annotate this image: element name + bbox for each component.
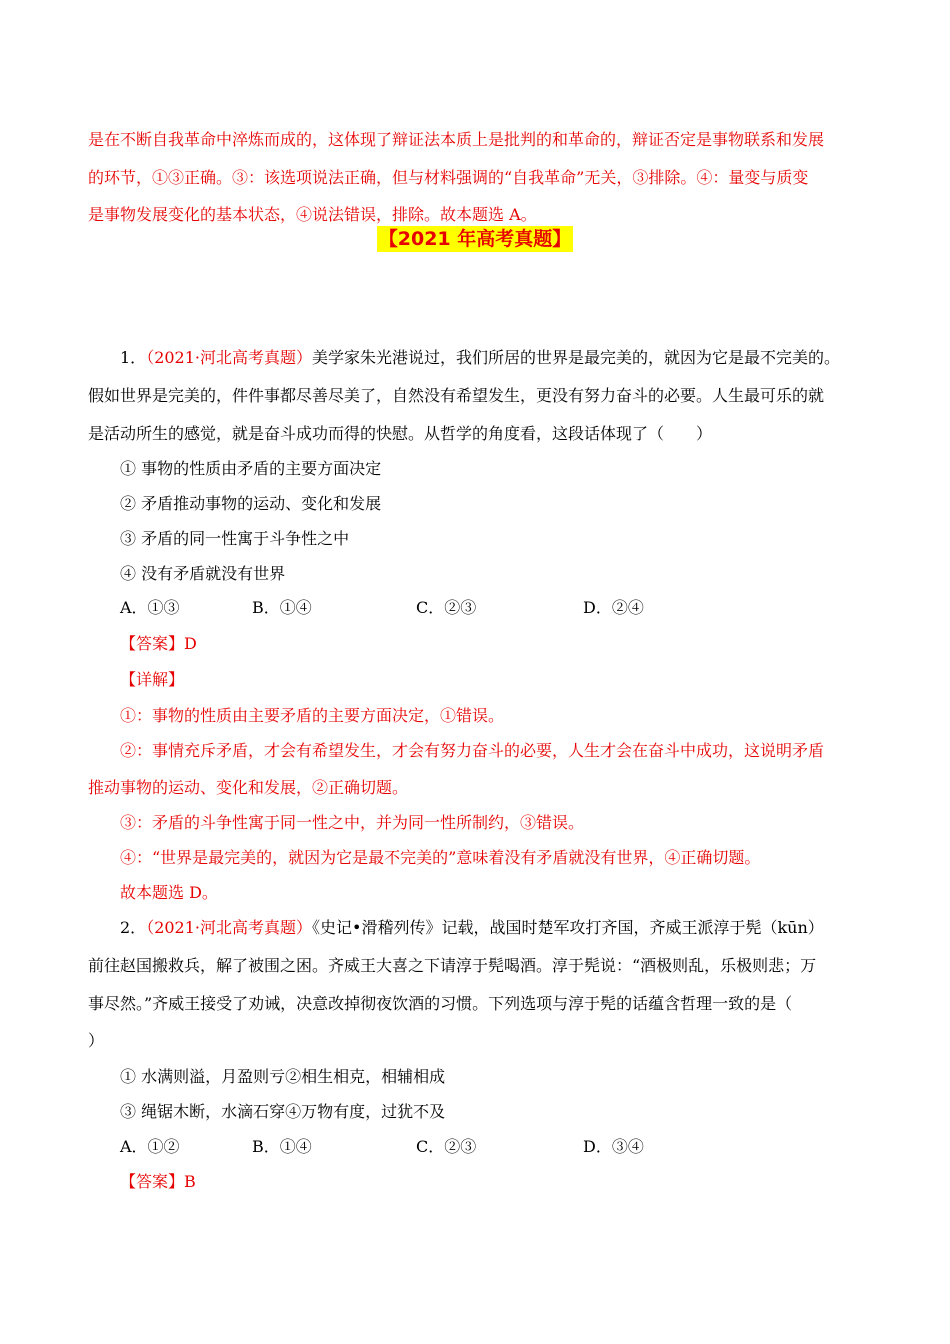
q1-item-4: ④ 没有矛盾就没有世界 (120, 564, 286, 583)
q2-stem-text-1: 《史记•滑稽列传》记载，战国时楚军攻打齐国，齐威王派淳于髡（kūn） (312, 918, 824, 937)
q2-item-2: ③ 绳锯木断，水滴石穿④万物有度，过犹不及 (120, 1102, 446, 1121)
q2-number: 2． (120, 918, 147, 937)
q1-number: 1． (120, 348, 147, 367)
q2-option-a: A．①② (120, 1137, 180, 1156)
q1-answer-value: D (184, 634, 197, 653)
q1-answer (120, 634, 197, 654)
q1-detail-label: 【详解】 (120, 670, 185, 689)
q1-option-b: B．①④ (252, 598, 312, 617)
q1-stem-line-2: 假如世界是完美的，件件事都尽善尽美了，自然没有希望发生，更没有努力奋斗的必要。人生最可乐的就 (88, 386, 825, 405)
q1-detail-6: 故本题选 D。 (120, 883, 218, 902)
q2-answer (120, 1172, 196, 1192)
q1-detail-2: ②：事情充斥矛盾，才会有希望发生，才会有努力奋斗的必要，人生才会在奋斗中成功，这说明矛盾 (120, 741, 825, 760)
q1-detail-1: ①：事物的性质由主要矛盾的主要方面决定，①错误。 (120, 706, 505, 725)
intro-line-3: 是事物发展变化的基本状态，④说法错误，排除。故本题选 A。 (88, 205, 537, 224)
q2-source: （2021·河北高考真题） (146, 918, 312, 937)
intro-line-1: 是在不断自我革命中淬炼而成的，这体现了辩证法本质上是批判的和革命的，辩证否定是事物联系和发展 (88, 130, 825, 149)
q2-option-c: C．②③ (416, 1137, 477, 1156)
q2-stem-line-3: 事尽然。”齐威王接受了劝诫，决意改掉彻夜饮酒的习惯。下列选项与淳于髡的话蕴含哲理一致的是（ (88, 994, 793, 1013)
q1-stem-text-1: 美学家朱光港说过，我们所居的世界是最完美的，就因为它是最不完美的。 (312, 348, 841, 367)
q2-stem-line-2: 前往赵国搬救兵，解了被围之困。齐威王大喜之下请淳于髡喝酒。淳于髡说：“酒极则乱，乐极则悲；万 (88, 956, 817, 975)
q1-option-d: D．②④ (583, 598, 644, 617)
q1-detail-4: ③：矛盾的斗争性寓于同一性之中，并为同一性所制约，③错误。 (120, 813, 585, 832)
q2-answer-value: B (184, 1172, 196, 1191)
q1-detail-3: 推动事物的运动、变化和发展，②正确切题。 (88, 778, 409, 797)
q1-option-c: C．②③ (416, 598, 477, 617)
q1-stem-line-1 (120, 348, 840, 368)
q2-option-b: B．①④ (252, 1137, 312, 1156)
q1-item-2: ② 矛盾推动事物的运动、变化和发展 (120, 494, 382, 513)
q1-answer-label: 【答案】 (120, 634, 185, 653)
q2-stem-line-1 (120, 918, 824, 938)
q2-stem-line-4: ） (88, 1031, 105, 1050)
q1-option-a: A．①③ (120, 598, 180, 617)
q2-answer-label: 【答案】 (120, 1172, 185, 1191)
q1-item-1: ① 事物的性质由矛盾的主要方面决定 (120, 459, 382, 478)
q1-detail-5: ④：“世界是最完美的，就因为它是最不完美的”意味着没有矛盾就没有世界，④正确切题。 (120, 848, 761, 867)
q1-item-3: ③ 矛盾的同一性寓于斗争性之中 (120, 529, 350, 548)
q1-source: （2021·河北高考真题） (146, 348, 312, 367)
q1-stem-line-3: 是活动所生的感觉，就是奋斗成功而得的快慰。从哲学的角度看，这段话体现了（ ） (88, 424, 713, 443)
q2-item-1: ① 水满则溢，月盈则亏②相生相克，相辅相成 (120, 1067, 446, 1086)
intro-line-2: 的环节，①③正确。③：该选项说法正确，但与材料强调的“自我革命”无关，③排除。④：量变与质变 (88, 168, 809, 187)
section-title-wrap (0, 226, 950, 252)
q2-option-d: D．③④ (583, 1137, 644, 1156)
section-title: 【2021 年高考真题】 (378, 228, 572, 250)
